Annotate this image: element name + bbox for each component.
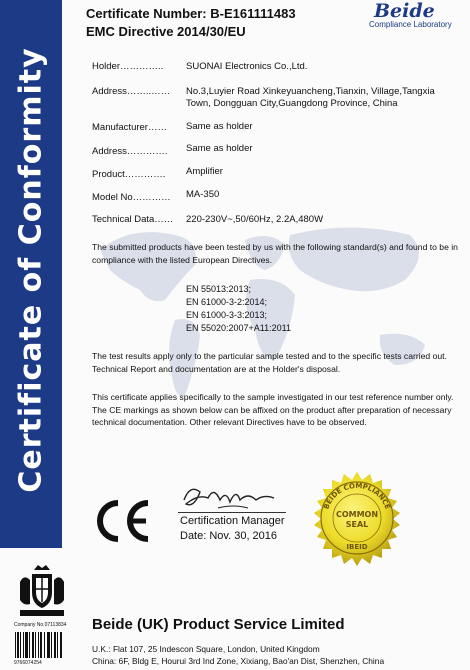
seal-bottom-text: IBEID xyxy=(346,543,368,551)
address-label: Address……..…… xyxy=(92,86,171,97)
footer-company-name: Beide (UK) Product Service Limited xyxy=(92,616,345,633)
directive: EMC Directive 2014/30/EU xyxy=(86,24,246,39)
manufacturer-label: Manufacturer…… xyxy=(92,122,167,133)
company-number: Company No.07113834 xyxy=(14,622,67,628)
manager-title: Certification Manager xyxy=(180,515,285,527)
barcode xyxy=(14,632,64,658)
royal-crest-icon xyxy=(14,562,70,620)
brand-subtitle: Compliance Laboratory xyxy=(369,20,452,29)
manufacturer-address-label: Address…………. xyxy=(92,146,168,157)
address-value: No.3,Luyier Road Xinkeyuancheng,Tianxin, Village,Tangxia Town, Dongguan City,Guangdong Province, China xyxy=(186,86,435,109)
manufacturer-value: Same as holder xyxy=(186,121,253,132)
ce-mark-icon xyxy=(92,496,154,546)
results-paragraph: The test results apply only to the particular sample tested and to the specific tests carried out. Technical Report and documentation are at the Holder's disposal. xyxy=(92,351,447,374)
brand-logo: Beide xyxy=(374,0,435,22)
signature-line xyxy=(178,512,286,513)
side-band xyxy=(0,0,62,548)
technical-data-label: Technical Data…… xyxy=(92,214,174,225)
standard-item: EN 55020:2007+A11:2011 xyxy=(186,323,292,333)
product-label: Product…………. xyxy=(92,169,166,180)
certificate-number: Certificate Number: B-E161111483 xyxy=(86,6,296,21)
holder-value: SUONAI Electronics Co.,Ltd. xyxy=(186,61,308,72)
gold-seal xyxy=(309,470,405,566)
footer-uk-address: U.K.: Flat 107, 25 Indescon Square, London, United Kingdom xyxy=(92,644,320,654)
validity-paragraph: This certificate applies specifically to the sample investigated in our test reference number only. The CE markings as shown below can be affixed on the product after preparation of necessary technical documentation. Other relevant Directives have to be observed. xyxy=(92,392,454,427)
seal-line2: SEAL xyxy=(345,520,369,529)
footer-china-address: China: 6F, Bldg E, Hourui 3rd Ind Zone, Xixiang, Bao'an Dist, Shenzhen, China xyxy=(92,656,385,666)
holder-label: Holder………….. xyxy=(92,61,164,72)
barcode-number: 9766074254 xyxy=(14,660,42,666)
standard-item: EN 55013:2013; xyxy=(186,284,252,294)
seal-line1: COMMON xyxy=(335,510,379,519)
certificate-date: Date: Nov. 30, 2016 xyxy=(180,530,278,542)
standard-item: EN 61000-3-3:2013; xyxy=(186,310,268,320)
standard-item: EN 61000-3-2:2014; xyxy=(186,297,268,307)
seal-outer-text: BEIDE COMPLIANCE xyxy=(322,481,392,511)
side-title: Certificate of Conformity xyxy=(13,47,49,493)
signature xyxy=(178,478,278,514)
world-map-watermark xyxy=(80,210,460,410)
model-label: Model No………… xyxy=(92,192,171,203)
manufacturer-address-value: Same as holder xyxy=(186,143,253,154)
product-value: Amplifier xyxy=(186,166,223,177)
model-value: MA-350 xyxy=(186,189,220,200)
intro-paragraph: The submitted products have been tested by us with the following standard(s) and found to be in compliance with the listed European Directives. xyxy=(92,242,458,265)
technical-data-value: 220-230V~,50/60Hz, 2.2A,480W xyxy=(186,214,324,225)
